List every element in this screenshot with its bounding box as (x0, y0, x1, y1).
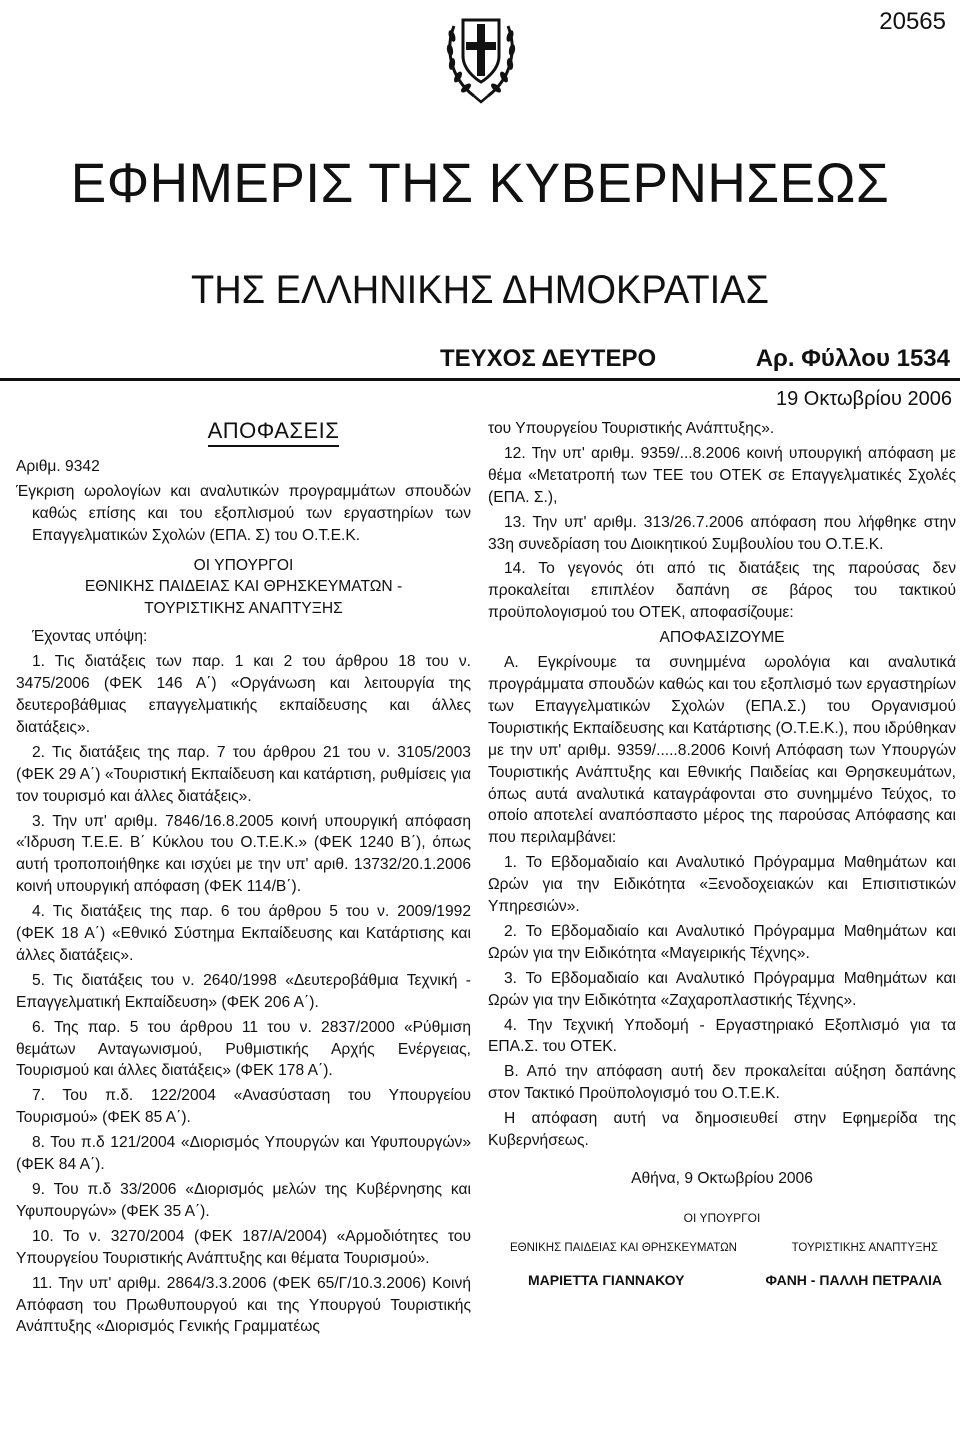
decision-subject: Έγκριση ωρολογίων και αναλυτικών προγραμμάτων σπουδών καθώς επίσης και του εξοπλισμού των εργαστηρίων των Επαγγελματικών Σχολών (ΕΠΑ. Σ) του Ο.Τ.Ε.Κ. (16, 482, 471, 544)
recital-3: 3. Την υπ' αριθμ. 7846/16.8.2005 κοινή υπουργική απόφαση «Ίδρυση Τ.Ε.Ε. Β΄ Κύκλου του Ο.Τ.Ε.Κ.» (ΦΕΚ 1240 Β΄), όπως αυτή τροποποιήθηκε και ισχύει με την υπ' αριθ. 13732/20.1.2006 κοινή υπουργική απόφαση (ΦΕΚ 114/Β΄). (16, 812, 471, 896)
section-title: ΑΠΟΦΑΣΕΙΣ (16, 420, 471, 442)
recital-2: 2. Τις διατάξεις της παρ. 7 του άρθρου 21 του ν. 3105/2003 (ΦΕΚ 29 Α΄) «Τουριστική Εκπαίδευση και κατάρτιση, ρυθμίσεις για τον τουρισμό και άλλες διατάξεις». (16, 743, 471, 805)
decision-item-4: 4. Την Τεχνική Υποδομή - Εργαστηριακό Εξοπλισμό για τα ΕΠΑ.Σ. του ΟΤΕΚ. (488, 1016, 956, 1056)
header-divider (0, 378, 960, 381)
recital-9: 9. Του π.δ 33/2006 «Διορισμός μελών της Κυβέρνησης και Υφυπουργών» (ΦΕΚ 35 Α΄). (16, 1181, 471, 1220)
place-date: Αθήνα, 9 Οκτωβρίου 2006 (631, 1170, 813, 1187)
gazette-title: ΕΦΗΜΕΡΙΣ ΤΗΣ ΚΥΒΕΡΝΗΣΕΩΣ (70, 151, 890, 214)
ministry-education: ΕΘΝΙΚΗΣ ΠΑΙΔΕΙΑΣ ΚΑΙ ΘΡΗΣΚΕΥΜΑΤΩΝ (510, 1241, 737, 1254)
ministry-tourism: ΤΟΥΡΙΣΤΙΚΗΣ ΑΝΑΠΤΥΞΗΣ (791, 1241, 938, 1254)
decide-heading: ΑΠΟΦΑΣΙΖΟΥΜΕ (659, 629, 785, 647)
left-column (16, 420, 471, 1341)
recital-14: 14. Το γεγονός ότι από τις διατάξεις της παρούσας δεν προκαλείται επιπλέον δαπάνη σε βάρος του τακτικού προϋπολογισμού του ΟΤΕΚ, αποφασίζουμε: (488, 560, 956, 622)
issue-type: ΤΕΥΧΟΣ ΔΕΥΤΕΡΟ (440, 345, 657, 372)
recital-6: 6. Της παρ. 5 του άρθρου 11 του ν. 2837/2000 «Ρύθμιση θεμάτων Ανταγωνισμού, Ρυθμιστικής Αρχής Ενέργειας, Τουρισμού και άλλες διατάξεις» (ΦΕΚ 178 Α΄). (16, 1018, 471, 1080)
ministers-heading: ΟΙ ΥΠΟΥΡΓΟΙ ΕΘΝΙΚΗΣ ΠΑΙΔΕΙΑΣ ΚΑΙ ΘΡΗΣΚΕΥΜΑΤΩΝ - ΤΟΥΡΙΣΤΙΚΗΣ ΑΝΑΠΤΥΞΗΣ (84, 556, 403, 618)
right-column (488, 418, 956, 1292)
decision-item-2: 2. Το Εβδομαδιαίο και Αναλυτικό Πρόγραμμα Μαθημάτων και Ωρών για την Ειδικότητα «Μαγειρικής Τέχνης». (488, 922, 956, 962)
gazette-subtitle: ΤΗΣ ΕΛΛΗΝΙΚΗΣ ΔΗΜΟΚΡΑΤΙΑΣ (190, 268, 770, 312)
page-number: 20565 (879, 8, 946, 35)
signatory-name-2: ΦΑΝΗ - ΠΑΛΛΗ ΠΕΤΡΑΛΙΑ (765, 1271, 942, 1288)
decision-item-3: 3. Το Εβδομαδιαίο και Αναλυτικό Πρόγραμμα Μαθημάτων και Ωρών για την Ειδικότητα «Ζαχαροπλαστικής Τέχνης». (488, 969, 956, 1009)
publication-order: Η απόφαση αυτή να δημοσιευθεί στην Εφημερίδα της Κυβερνήσεως. (488, 1110, 956, 1150)
decision-article-a: Α. Εγκρίνουμε τα συνημμένα ωρολόγια και αναλυτικά προγράμματα σπουδών καθώς και του εξοπλισμό των εργαστηρίων των Επαγγελματικών Σχολών (ΕΠΑ.Σ.) του Οργανισμού Τουριστικής Εκπαίδευσης και Κατάρτισης (Ο.Τ.Ε.Κ.), που ιδρύθηκαν με την υπ' αριθμ. 9359/.....8.2006 Κοινή Απόφαση των Υπουργών Τουριστικής Ανάπτυξης και Εθνικής Παιδείας και Θρησκευμάτων, όπως αυτά αναλυτικά καταγράφονται στο συνημμένο Τεύχος, το οποίο αποτελεί αναπόσπαστο μέρος της παρούσας Απόφασης και που περιλαμβάνει: (488, 654, 956, 847)
having-regard: Έχοντας υπόψη: (32, 628, 148, 646)
recital-4: 4. Τις διατάξεις της παρ. 6 του άρθρου 5 του ν. 2009/1992 (ΦΕΚ 18 Α΄) «Εθνικό Σύστημα Εκπαίδευσης και Κατάρτισης και άλλες διατάξεις». (16, 903, 471, 964)
decision-number: Αριθμ. 9342 (16, 457, 100, 475)
signatory-names (488, 1270, 956, 1292)
recital-10: 10. Το ν. 3270/2004 (ΦΕΚ 187/Α/2004) «Αρμοδιότητες του Υπουργείου Τουριστικής Ανάπτυξης και θέματα Τουρισμού». (16, 1227, 471, 1267)
signatories-heading: ΟΙ ΥΠΟΥΡΓΟΙ (683, 1210, 761, 1225)
signatory-name-1: ΜΑΡΙΕΤΤΑ ΓΙΑΝΝΑΚΟΥ (528, 1271, 685, 1288)
signatory-ministries (488, 1238, 956, 1260)
issue-date: 19 Οκτωβρίου 2006 (775, 388, 952, 410)
recital-13: 13. Την υπ' αριθμ. 313/26.7.2006 απόφαση που λήφθηκε στην 33η συνεδρίαση του Διοικητικού Συμβουλίου του Ο.Τ.Ε.Κ. (488, 513, 956, 553)
recital-11: 11. Την υπ' αριθμ. 2864/3.3.2006 (ΦΕΚ 65/Γ/10.3.2006) Κοινή Απόφαση του Πρωθυπουργού και της Υπουργού Τουριστικής Ανάπτυξης «Διορισμός Γενικής Γραμματέως (16, 1274, 471, 1336)
recital-7: 7. Του π.δ. 122/2004 «Ανασύσταση του Υπουργείου Τουρισμού» (ΦΕΚ 85 Α΄). (16, 1087, 471, 1127)
recital-12: 12. Την υπ' αριθμ. 9359/...8.2006 κοινή υπουργική απόφαση με θέμα «Μετατροπή των ΤΕΕ του ΟΤΕΚ σε Επαγγελματικές Σχολές (ΕΠΑ. Σ.), (488, 444, 956, 506)
recital-11-continuation: του Υπουργείου Τουριστικής Ανάπτυξης». (488, 420, 775, 437)
recital-1: 1. Τις διατάξεις των παρ. 1 και 2 του άρθρου 18 του ν. 3475/2006 (ΦΕΚ 146 Α΄) «Οργάνωση και λειτουργία της δευτεροβάθμιας επαγγελματικής εκπαίδευσης και άλλες διατάξεις». (16, 653, 471, 736)
coat-of-arms-icon (444, 6, 518, 104)
decision-article-b: Β. Από την απόφαση αυτή δεν προκαλείται αύξηση δαπάνης στον Τακτικό Προϋπολογισμό του Ο.Τ.Ε.Κ. (488, 1063, 956, 1103)
recital-8: 8. Του π.δ 121/2004 «Διορισμός Υπουργών και Υφυπουργών» (ΦΕΚ 84 Α΄). (16, 1134, 471, 1174)
recital-5: 5. Τις διατάξεις του ν. 2640/1998 «Δευτεροβάθμια Τεχνική - Επαγγελματική Εκπαίδευση» (ΦΕΚ 206 Α΄). (16, 971, 471, 1011)
decision-item-1: 1. Το Εβδομαδιαίο και Αναλυτικό Πρόγραμμα Μαθημάτων και Ωρών για την Ειδικότητα «Ξενοδοχειακών και Επισιτιστικών Υπηρεσιών». (488, 854, 956, 916)
sheet-number: Αρ. Φύλλου 1534 (755, 345, 950, 372)
